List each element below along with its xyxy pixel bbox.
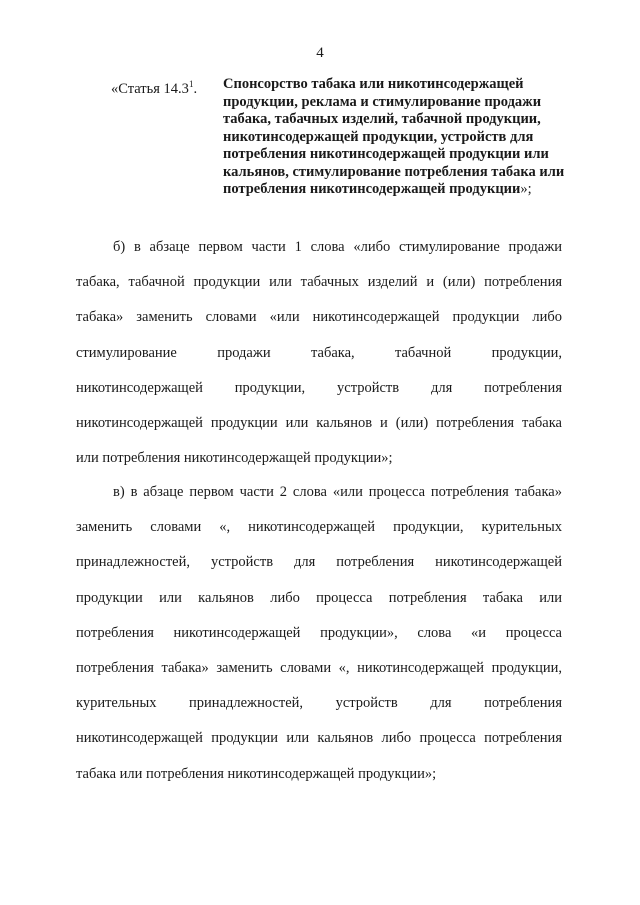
paragraph-v-line: курительных принадлежностей, устройств для потребления bbox=[76, 695, 562, 712]
article-number-superscript: 1 bbox=[188, 79, 194, 89]
paragraph-v-line: продукции или кальянов либо процесса потребления табака или bbox=[76, 589, 562, 606]
article-title bbox=[223, 76, 571, 199]
paragraph-b bbox=[76, 230, 562, 476]
paragraph-v bbox=[76, 475, 562, 792]
article-title-text: Спонсорство табака или никотинсодержащей продукции, реклама и стимулирование продажи табака, табачных изделий, табачной продукции, никотинсодержащей продукции, устройств для потребления никотинсодержащей продукции или кальянов, стимулирование потребления табака или потребления никотинсодержащей продукции bbox=[223, 76, 565, 197]
article-heading bbox=[111, 76, 571, 199]
paragraph-v-line: потребления никотинсодержащей продукции», слова «и процесса bbox=[76, 624, 562, 641]
paragraph-b-line: или потребления никотинсодержащей продукции»; bbox=[76, 450, 393, 467]
article-title-tail: »; bbox=[520, 181, 532, 197]
article-number-suffix: . bbox=[193, 81, 198, 97]
paragraph-b-line: никотинсодержащей продукции, устройств для потребления bbox=[76, 379, 562, 396]
paragraph-v-line: принадлежностей, устройств для потребления никотинсодержащей bbox=[76, 554, 562, 571]
paragraph-b-line: никотинсодержащей продукции или кальянов и (или) потребления табака bbox=[76, 414, 562, 431]
paragraph-v-line: заменить словами «, никотинсодержащей продукции, курительных bbox=[76, 519, 562, 536]
paragraph-v-line: в) в абзаце первом части 2 слова «или процесса потребления табака» bbox=[113, 484, 562, 500]
paragraph-v-line: табака или потребления никотинсодержащей продукции»; bbox=[76, 765, 437, 782]
paragraph-b-line: табака» заменить словами «или никотинсодержащей продукции либо bbox=[76, 309, 562, 326]
paragraph-v-line: потребления табака» заменить словами «, никотинсодержащей продукции, bbox=[76, 659, 562, 676]
paragraph-b-line: табака, табачной продукции или табачных изделий и (или) потребления bbox=[76, 274, 562, 291]
page-number: 4 bbox=[316, 45, 324, 61]
article-number bbox=[111, 76, 223, 199]
paragraph-b-line: б) в абзаце первом части 1 слова «либо стимулирование продажи bbox=[113, 239, 562, 255]
paragraph-b-line: стимулирование продажи табака, табачной продукции, bbox=[76, 344, 562, 361]
paragraph-v-line: никотинсодержащей продукции или кальянов либо процесса потребления bbox=[76, 730, 562, 747]
article-number-prefix: «Статья 14.3 bbox=[111, 81, 189, 97]
